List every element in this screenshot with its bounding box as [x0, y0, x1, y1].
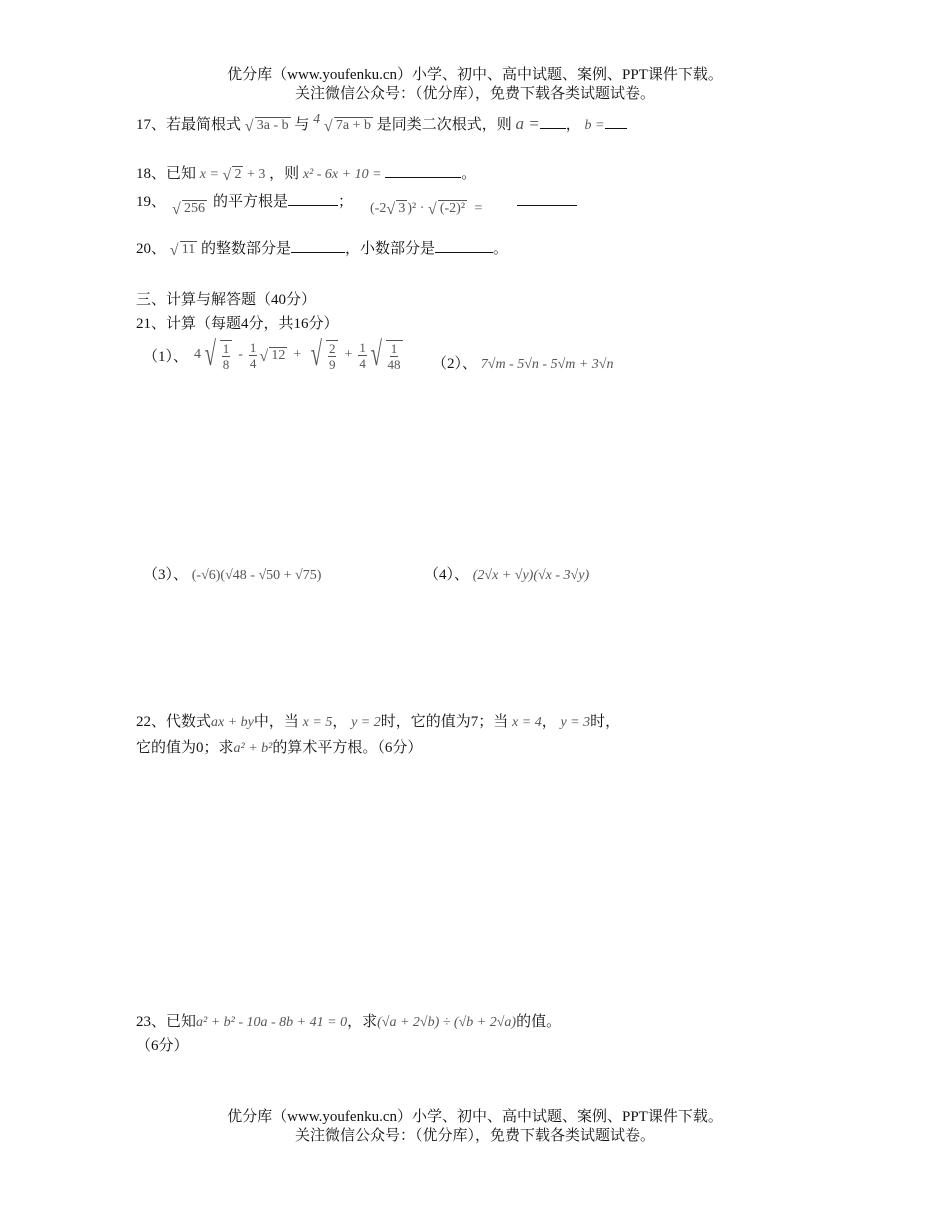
- q22-text-c: 时，它的值为7；当: [380, 714, 509, 730]
- q20-radical: √ 11: [169, 242, 196, 259]
- q22-text-b: 中，当: [253, 714, 299, 730]
- q17-radicand-2: 7a + b: [335, 118, 372, 133]
- q20-radicand: 11: [181, 242, 196, 257]
- q19-equals: =: [474, 201, 483, 216]
- q20-prefix: 20、: [136, 241, 167, 257]
- q22-y3: y = 3: [560, 715, 591, 730]
- q18-x-label: x =: [199, 167, 223, 182]
- q21-p3-expression: (-√6)(√48 - √50 + √75): [191, 568, 322, 583]
- q21-p1-radical-1: √ $\frac{1}{8}$: [201, 338, 232, 372]
- q21-p1-plus-1: +: [293, 347, 302, 362]
- q19-text-line: [213, 190, 353, 211]
- q19-expr-part-2: )² ·: [407, 201, 425, 216]
- q21-part-1: [143, 338, 403, 372]
- q23-suffix: 的值。: [516, 1014, 562, 1030]
- question-19: [136, 190, 166, 211]
- question-17: [136, 112, 627, 134]
- q19-prefix: 19、: [136, 194, 167, 210]
- q18-end: 。: [461, 166, 477, 182]
- q21-p4-label: （4）、: [424, 567, 470, 583]
- q20-blank-2[interactable]: [435, 238, 493, 253]
- q17-b-blank[interactable]: [605, 114, 627, 129]
- q21-title: 21、计算（每题4分，共16分）: [136, 316, 339, 332]
- q21-p1-radical-3: √ $\frac{1}{48}$: [370, 336, 401, 373]
- q19-body: [172, 200, 207, 217]
- q19-blank-2[interactable]: [517, 191, 577, 206]
- q19-radicand-3: 3: [398, 201, 406, 216]
- q22-x4: x = 4: [512, 715, 542, 730]
- q21-p1-plus-2: +: [344, 347, 353, 362]
- q17-radical-1: √ 3a - b: [244, 118, 289, 135]
- q23-score: （6分）: [136, 1038, 189, 1054]
- q23-mid: ，求: [347, 1014, 378, 1030]
- q17-radicand-1: 3a - b: [256, 118, 289, 133]
- question-23: [136, 1010, 561, 1031]
- q19-answer: [517, 191, 577, 211]
- q18-prefix: 18、已知: [136, 166, 197, 182]
- q19-text: 的平方根是: [213, 194, 289, 210]
- q18-radical: √ 2: [222, 167, 242, 184]
- q21-p4-expression: (2√x + √y)(√x - 3√y): [472, 568, 590, 583]
- q19-semi: ；: [338, 194, 354, 210]
- q19-expression: [370, 200, 482, 217]
- q17-suffix: 是同类二次根式，则: [376, 117, 512, 133]
- q23-expression: (√a + 2√b) ÷ (√b + 2√a): [377, 1015, 517, 1030]
- q21-p2-label: （2）、: [432, 356, 478, 372]
- q19-radical-4: √ (-2)²: [427, 201, 466, 218]
- q21-part-3: [143, 563, 321, 584]
- q21-p2-expression: 7√m - 5√n - 5√m + 3√n: [480, 357, 614, 372]
- q19-blank-1[interactable]: [288, 191, 338, 206]
- q22-text-a: 22、代数式: [136, 714, 212, 730]
- q18-blank[interactable]: [385, 163, 461, 178]
- q21-p1-radical-12: √ 12: [259, 347, 286, 365]
- q22-ab: a² + b²: [233, 741, 273, 756]
- q21-p1-coef-4: 4: [194, 347, 202, 362]
- question-20: [136, 237, 508, 258]
- q22-expression: ax + by: [211, 715, 254, 730]
- q21-p3-label: （3）、: [143, 567, 189, 583]
- q20-blank-1[interactable]: [291, 238, 345, 253]
- q18-expression: x² - 6x + 10 =: [302, 167, 382, 182]
- q21-p1-radical-2: √ $\frac{2}{9}$: [307, 338, 338, 372]
- q20-end: 。: [493, 241, 509, 257]
- q20-text-2: ，小数部分是: [345, 241, 436, 257]
- q21-p1-minus: -: [238, 347, 243, 362]
- q22-x5: x = 5: [302, 715, 333, 730]
- header-line-1: 优分库（www.youfenku.cn）小学、初中、高中试题、案例、PPT课件下载。: [227, 67, 723, 83]
- footer-line-1: 优分库（www.youfenku.cn）小学、初中、高中试题、案例、PPT课件下载。: [227, 1109, 723, 1125]
- q17-mid: 与: [294, 117, 310, 133]
- header-line-2: 关注微信公众号：（优分库），免费下载各类试题试卷。: [294, 86, 655, 102]
- q17-a-label: a =: [515, 114, 540, 133]
- q18-mid: ，则: [269, 166, 300, 182]
- q19-radicand-4: (-2)²: [439, 201, 466, 216]
- q22-y2: y = 2: [351, 715, 381, 730]
- q17-b-label: b =: [584, 118, 605, 133]
- q21-p1-frac-1-4: $\frac{1}{4}$: [249, 339, 257, 371]
- q17-prefix: 17、若最简根式: [136, 117, 242, 133]
- q17-radical-2: √ 7a + b: [323, 118, 372, 135]
- q21-p1-label: （1）、: [143, 348, 189, 365]
- q17-a-blank[interactable]: [540, 114, 566, 129]
- q18-radicand: 2: [234, 167, 242, 182]
- q19-radicand: 256: [184, 201, 205, 216]
- question-18: [136, 162, 476, 183]
- footer-line-2: 关注微信公众号：（优分库），免费下载各类试题试卷。: [294, 1128, 655, 1144]
- q19-radical: √ 256: [172, 201, 205, 218]
- q23-equation: a² + b² - 10a - 8b + 41 = 0: [196, 1015, 348, 1030]
- question-22-line-2: [136, 736, 422, 757]
- q18-plus: + 3: [243, 167, 266, 182]
- question-22-line-1: 22、代数式ax + by中，当 x = 5， y = 2时，它的值为7；当 x = 4， y = 3时，: [136, 714, 621, 730]
- q17-root-index: 4: [313, 112, 321, 127]
- q19-radical-3: √ 3: [386, 201, 406, 218]
- q22-text-d: 时，: [590, 714, 621, 730]
- q21-part-2: [432, 352, 614, 373]
- q20-text-1: 的整数部分是: [201, 241, 292, 257]
- q22-text-e: 它的值为0；求: [136, 740, 234, 756]
- q19-expr-part-1: (-2: [370, 201, 387, 216]
- q22-text-f: 的算术平方根。（6分）: [272, 740, 423, 756]
- section-3-title: 三、计算与解答题（40分）: [136, 292, 317, 308]
- q21-part-4: [424, 563, 589, 584]
- q21-p1-frac-1-4b: $\frac{1}{4}$: [359, 339, 366, 371]
- q23-prefix: 23、已知: [136, 1014, 197, 1030]
- q17-comma: ，: [565, 117, 581, 133]
